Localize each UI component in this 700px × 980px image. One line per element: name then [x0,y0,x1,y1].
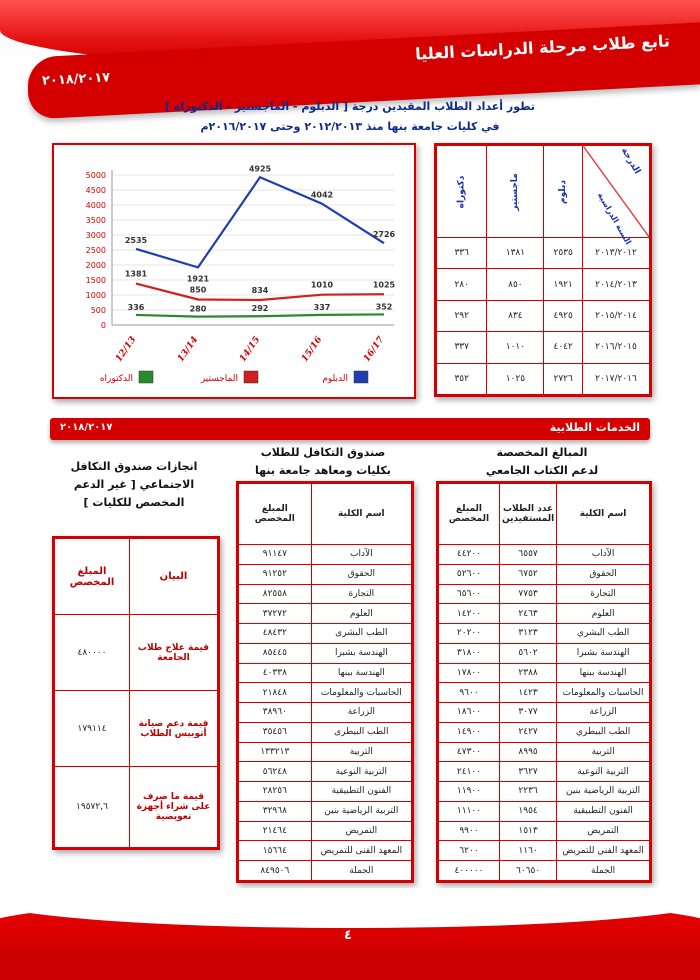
series-line [136,314,384,316]
data-label: 2726 [372,230,396,240]
cell-value: ١١٩٠٠ [439,782,500,802]
cell-value: ٦٥٦٠٠ [439,584,500,604]
cell-value: ٨٩٩٥ [500,742,557,762]
cell-college: الحاسبات والمعلومات [557,683,650,703]
allocated-title [436,444,648,480]
col-college: اسم الكلية [311,484,411,545]
cell-college: الزراعة [311,703,411,723]
cell-value: ٢٤٢٧ [500,722,557,742]
table-row [439,683,650,703]
header-diploma: دبلوم [544,146,583,238]
cell-college: الحاسبات والمعلومات [311,683,411,703]
cell-value: ٢٣٨٨ [500,663,557,683]
col-students: عدد الطلاب المستفيدين [500,484,557,545]
cell-college: الطب البيطرى [311,722,411,742]
x-tick-label: 15/16 [300,334,325,364]
series-line [136,177,384,267]
cell-college: التربية الرياضية بنين [557,782,650,802]
cell-college: الزراعة [557,703,650,723]
cell-college: الحقوق [557,564,650,584]
cell-college: الحقوق [311,564,411,584]
cell-value: ٨٥٤٤٥ [239,643,312,663]
data-label: 1921 [186,274,210,284]
solidarity-title [236,444,410,480]
degrees-table [436,145,650,395]
data-label: 280 [189,304,207,314]
achievements-title-2: الاجتماعي [ غير الدعم [73,478,195,491]
table-row: ٢٠١٧/٢٠١٦ ٢٧٢٦ ١٠٢٥ ٣٥٢ [437,363,650,394]
cell-value: ١١١٠٠ [439,801,500,821]
cell-value: ١٤٩٠٠ [439,722,500,742]
achievements-table-box [52,536,220,850]
table-row [239,604,412,624]
col-college: اسم الكلية [557,484,650,545]
data-label: 1381 [124,269,148,279]
solidarity-title-1: صندوق التكافل للطلاب [260,446,386,459]
table-row [439,742,650,762]
table-row [439,722,650,742]
table-row [439,663,650,683]
cell-value: ١٧٨٠٠ [439,663,500,683]
cell-college: الهندسة بشبرا [557,643,650,663]
allocated-table [438,483,650,881]
section-bar [50,418,650,440]
data-label: 4925 [248,164,272,174]
cell-college: الآداب [311,545,411,565]
table-row [239,821,412,841]
col-amount: المبلغ المخصص [439,484,500,545]
col-statement: البيان [129,539,217,615]
y-tick-label: 2000 [85,261,106,270]
table-row [439,604,650,624]
legend-label: الماجستير [200,374,238,384]
cell-college: الجملة [311,861,411,881]
legend-swatch [354,371,368,383]
cell-value: ٨٤٩٥٠٦ [239,861,312,881]
table-row [439,703,650,723]
x-tick-label: 14/15 [238,334,263,364]
table-row [239,545,412,565]
cell-college: الهندسة ببنها [311,663,411,683]
solidarity-table-box [236,481,414,883]
data-label: 337 [313,302,331,312]
section-title: الخدمات الطلابية [549,421,640,434]
table-row [439,841,650,861]
table-row [439,821,650,841]
cell-value: ٤٨٤٣٢ [239,624,312,644]
achievements-title [52,458,216,512]
y-tick-label: 0 [100,321,106,330]
table-row: قيمة دعم صيانة أتوبيس الطلاب ١٧٩١١٤ [55,691,218,767]
cell-college: الآداب [557,545,650,565]
data-label: 352 [375,302,393,312]
y-tick-label: 1000 [85,291,106,300]
cell-college: العلوم [311,604,411,624]
data-label: 4042 [310,190,334,200]
cell-value: ٢٤١٠٠ [439,762,500,782]
allocated-title-2: لدعم الكتاب الجامعي [485,464,599,477]
cell-value: ٣٦٢٧ [500,762,557,782]
cell-value: ٧٧٥٣ [500,584,557,604]
table-row [239,742,412,762]
x-tick-label: 16/17 [362,334,387,364]
cell-value: ٣١٨٠٠ [439,643,500,663]
cell-college: الطب البشرى [311,624,411,644]
solidarity-title-2: بكليات ومعاهد جامعة بنها [255,464,391,477]
cell-value: ٨٢٥٥٨ [239,584,312,604]
solidarity-table [238,483,412,881]
cell-value: ٢٠٢٠٠ [439,624,500,644]
legend-label: الدبلوم [322,374,348,384]
cell-college: الفنون التطبيقية [557,801,650,821]
cell-college: الهندسة ببنها [557,663,650,683]
cell-value: ٩٦٠٠ [439,683,500,703]
cell-value: ٣٥٤٥٦ [239,722,312,742]
y-tick-label: 2500 [85,246,106,255]
cell-college: التربية [311,742,411,762]
cell-college: الجملة [557,861,650,881]
table-row [439,801,650,821]
table-row [239,564,412,584]
table-row [439,545,650,565]
degrees-table-box [434,143,652,397]
table-row: قيمة ما صرف على شراء أجهزة تعويضية ١٩٥٧٢,٦ [55,767,218,848]
degrees-corner-cell [583,146,650,247]
x-tick-label: 13/14 [176,334,201,364]
subtitle-2: في كليات جامعة بنها منذ ٢٠١٢/٢٠١٣ وحتى ٢٠١٦/٢٠١٧م [200,120,500,133]
cell-value: ٦٢٠٠ [439,841,500,861]
table-row [239,703,412,723]
line-chart [54,145,410,393]
table-row: ٢٠١٣/٢٠١٢ ٢٥٣٥ ١٣٨١ ٣٣٦ [437,238,650,269]
cell-value: ٤٠٠٠٠٠ [439,861,500,881]
table-row: ٢٠١٥/٢٠١٤ ٤٩٢٥ ٨٣٤ ٢٩٢ [437,300,650,331]
cell-college: التمريض [311,821,411,841]
legend-swatch [139,371,153,383]
cell-college: التربية الرياضية بنين [311,801,411,821]
table-row [439,643,650,663]
cell-value: ٣٨٩٦٠ [239,703,312,723]
header-title: تابع طلاب مرحلة الدراسات العليا [414,31,671,64]
y-tick-label: 5000 [85,171,106,180]
legend-label: الدكتوراه [99,374,133,384]
data-label: 336 [127,302,145,312]
cell-value: ١١٦٠ [500,841,557,861]
cell-college: التربية النوعية [311,762,411,782]
cell-college: الطب البيطري [557,722,650,742]
header [0,0,700,110]
table-row [239,624,412,644]
data-label: 2535 [124,235,148,245]
y-tick-label: 3000 [85,231,106,240]
cell-value: ٢١٤٦٤ [239,821,312,841]
corner-bottom-label: السنة الدراسية [595,190,633,247]
data-label: 1010 [310,280,334,290]
cell-value: ١٨٦٠٠ [439,703,500,723]
cell-value: ٢٢٣٦ [500,782,557,802]
table-row [239,801,412,821]
achievements-table [54,538,218,848]
corner-top-label: الدرجة [619,146,643,176]
section-year: ٢٠١٨/٢٠١٧ [60,422,113,433]
cell-value: ٢٤٦٣ [500,604,557,624]
cell-value: ٤٤٢٠٠ [439,545,500,565]
cell-college: العلوم [557,604,650,624]
data-label: 850 [189,285,207,295]
achievements-title-1: انجازات صندوق التكافل [70,460,198,473]
y-tick-label: 4000 [85,201,106,210]
cell-college: التربية [557,742,650,762]
cell-college: التمريض [557,821,650,841]
cell-value: ٦٥٥٧ [500,545,557,565]
cell-college: التجارة [311,584,411,604]
table-row: ٢٠١٤/٢٠١٣ ١٩٢١ ٨٥٠ ٢٨٠ [437,269,650,300]
cell-value: ٤٧٣٠٠ [439,742,500,762]
col-amount: المبلغ المخصص [55,539,130,615]
table-row [239,663,412,683]
table-row [239,841,412,861]
cell-college: الطب البشري [557,624,650,644]
achievements-title-3: المخصص للكليات ] [83,496,185,509]
cell-value: ٢٨٢٥٦ [239,782,312,802]
table-row [239,762,412,782]
subtitle-1: تطور أعداد الطلاب المقيدين درجة [ الدبلوم - الماجستير - الدكتوراه ] [165,100,535,113]
cell-college: التربية النوعية [557,762,650,782]
cell-value: ٩١١٤٧ [239,545,312,565]
cell-value: ١٤٢٠٠ [439,604,500,624]
cell-value: ١٤٢٣ [500,683,557,703]
header-phd: دكتوراه [437,146,487,238]
header-master: ماجستير [487,146,544,238]
footer-bottom [0,950,700,980]
cell-college: المعهد الفني للتمريض [557,841,650,861]
page-number: ٤ [344,928,352,943]
cell-college: الفنون التطبيقية [311,782,411,802]
allocated-title-1: المبالغ المخصصة [496,446,588,459]
cell-value: ٩٩٠٠ [439,821,500,841]
cell-value: ٣١٢٣ [500,624,557,644]
data-label: 1025 [372,280,396,290]
table-row: قيمة علاج طلاب الجامعة ٤٨٠٠٠٠ [55,615,218,691]
data-label: 834 [251,285,269,295]
data-label: 292 [251,304,269,314]
cell-value: ٥٦٢٤٨ [239,762,312,782]
table-row [439,624,650,644]
y-tick-label: 1500 [85,276,106,285]
cell-value: ٦٧٥٢ [500,564,557,584]
cell-value: ٤٠٣٣٨ [239,663,312,683]
line-chart-box [52,143,416,399]
cell-value: ٣٢٩٦٨ [239,801,312,821]
table-row [239,722,412,742]
allocated-table-box [436,481,652,883]
table-row [439,584,650,604]
y-tick-label: 4500 [85,186,106,195]
cell-value: ٣٠٧٧ [500,703,557,723]
cell-value: ٥٦٠٢ [500,643,557,663]
header-year: ٢٠١٨/٢٠١٧ [41,70,111,89]
table-row [239,861,412,881]
cell-value: ١٣٣٢١٣ [239,742,312,762]
cell-value: ٣٧٢٧٢ [239,604,312,624]
x-tick-label: 12/13 [114,334,139,364]
col-amount: المبلغ المخصص [239,484,312,545]
table-row [439,564,650,584]
table-row [239,584,412,604]
cell-college: الهندسة بشبرا [311,643,411,663]
table-row [439,861,650,881]
cell-value: ٥٢٦٠٠ [439,564,500,584]
table-row [439,782,650,802]
table-row [239,683,412,703]
cell-value: ١٥٦٦٤ [239,841,312,861]
cell-value: ١٥١٣ [500,821,557,841]
cell-college: التجارة [557,584,650,604]
cell-value: ٢١٨٤٨ [239,683,312,703]
table-row: ٢٠١٦/٢٠١٥ ٤٠٤٢ ١٠١٠ ٣٣٧ [437,332,650,363]
legend-swatch [244,371,258,383]
cell-value: ٦٠٦٥٠ [500,861,557,881]
cell-value: ١٩٥٤ [500,801,557,821]
cell-college: المعهد الفنى للتمريض [311,841,411,861]
table-row [239,782,412,802]
y-tick-label: 3500 [85,216,106,225]
table-row [439,762,650,782]
y-tick-label: 500 [90,306,106,315]
cell-value: ٩١٢٥٢ [239,564,312,584]
table-row [239,643,412,663]
